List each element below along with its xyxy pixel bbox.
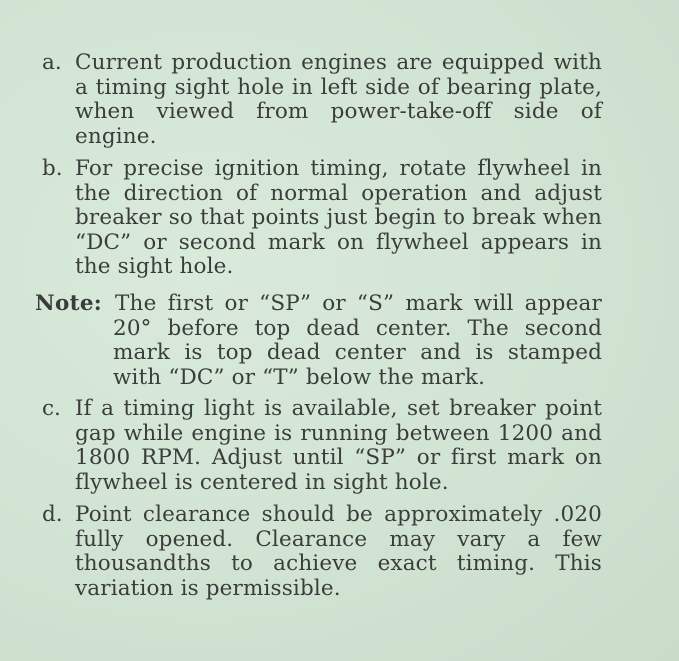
- item-a-marker: a.: [42, 50, 62, 75]
- item-b-text: For precise ignition timing, rotate flywheel in the direction of normal operation and adjust breaker so that points just begin to break when “DC” or second mark on flywheel appears in the sight hole.: [75, 156, 602, 279]
- timing-note: [35, 292, 602, 390]
- item-d-marker: d.: [42, 502, 63, 527]
- instruction-item-d: [42, 503, 602, 601]
- note-label: Note:: [35, 291, 103, 316]
- item-a-text: Current production engines are equipped with a timing sight hole in left side of bearing plate, when viewed from power-take-off side of engine.: [75, 50, 602, 149]
- item-c-text: If a timing light is available, set breaker point gap while engine is running between 1200 and 1800 RPM. Adjust until “SP” or first mark on flywheel is centered in sight hole.: [75, 396, 602, 495]
- item-d-text: Point clearance should be approximately .020 fully opened. Clearance may vary a few thousandths to achieve exact timing. This variation is permissible.: [75, 502, 602, 601]
- item-c-marker: c.: [42, 396, 61, 421]
- note-text: 20° before top dead center. The second mark is top dead center and is stamped with “DC” or “T” below the mark.: [113, 315, 602, 390]
- instruction-item-a: [42, 51, 602, 149]
- note-first-line: The first or “SP” or “S” mark will appear: [115, 291, 602, 316]
- item-b-marker: b.: [42, 156, 63, 181]
- instruction-item-b: [42, 157, 602, 280]
- instruction-item-c: [42, 397, 602, 495]
